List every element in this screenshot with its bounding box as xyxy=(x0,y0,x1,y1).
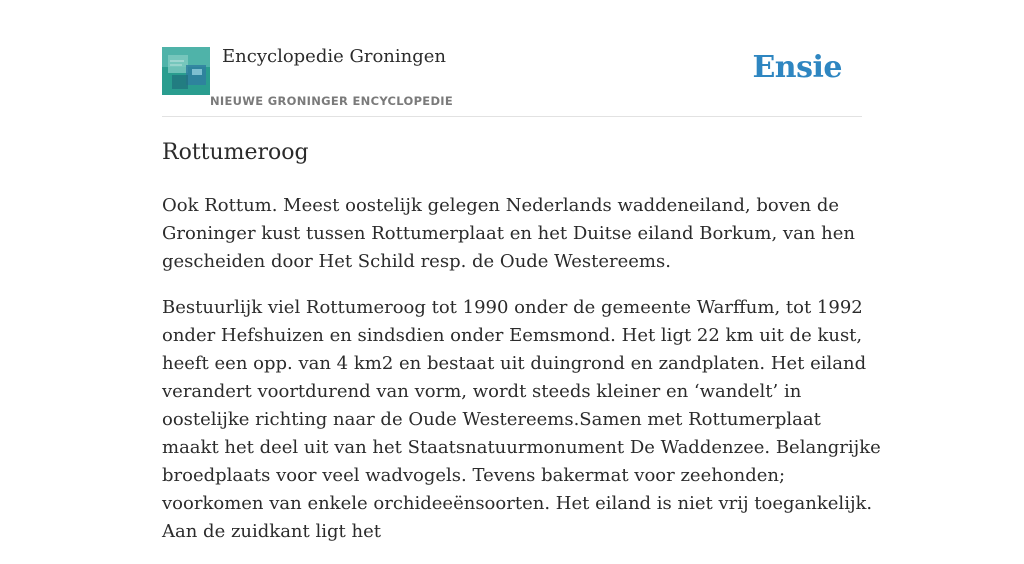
logo-image xyxy=(162,47,210,95)
site-header xyxy=(162,0,862,117)
site-subtitle: NIEUWE GRONINGER ENCYCLOPEDIE xyxy=(210,94,454,108)
article-body xyxy=(162,192,882,564)
ensie-brand-link[interactable]: Ensie xyxy=(752,50,842,85)
site-title[interactable]: Encyclopedie Groningen xyxy=(222,46,447,67)
encyclopedie-groningen-logo[interactable] xyxy=(162,47,210,95)
article-paragraph: Ook Rottum. Meest oostelijk gelegen Nederlands waddeneiland, boven de Groninger kust tussen Rottumerplaat en het Duitse eiland Borkum, van hen gescheiden door Het Schild resp. de Oude Westereems. xyxy=(162,195,855,272)
article-title: Rottumeroog xyxy=(162,140,309,165)
article-paragraph: Bestuurlijk viel Rottumeroog tot 1990 onder de gemeente Warffum, tot 1992 onder Hefshuizen en sindsdien onder Eemsmond. Het ligt 22 km uit de kust, heeft een opp. van 4 km2 en bestaat uit duingrond en zandplaten. Het eiland verandert voortdurend van vorm, wordt steeds kleiner en ‘wandelt’ in oostelijke richting naar de Oude Westereems.Samen met Rottumerplaat maakt het deel uit van het Staatsnatuurmonument De Waddenzee. Belangrijke broedplaats voor veel wadvogels. Tevens bakermat voor zeehonden; voorkomen van enkele orchideeënsoorten. Het eiland is niet vrij toegankelijk. Aan de zuidkant ligt het xyxy=(162,297,881,542)
